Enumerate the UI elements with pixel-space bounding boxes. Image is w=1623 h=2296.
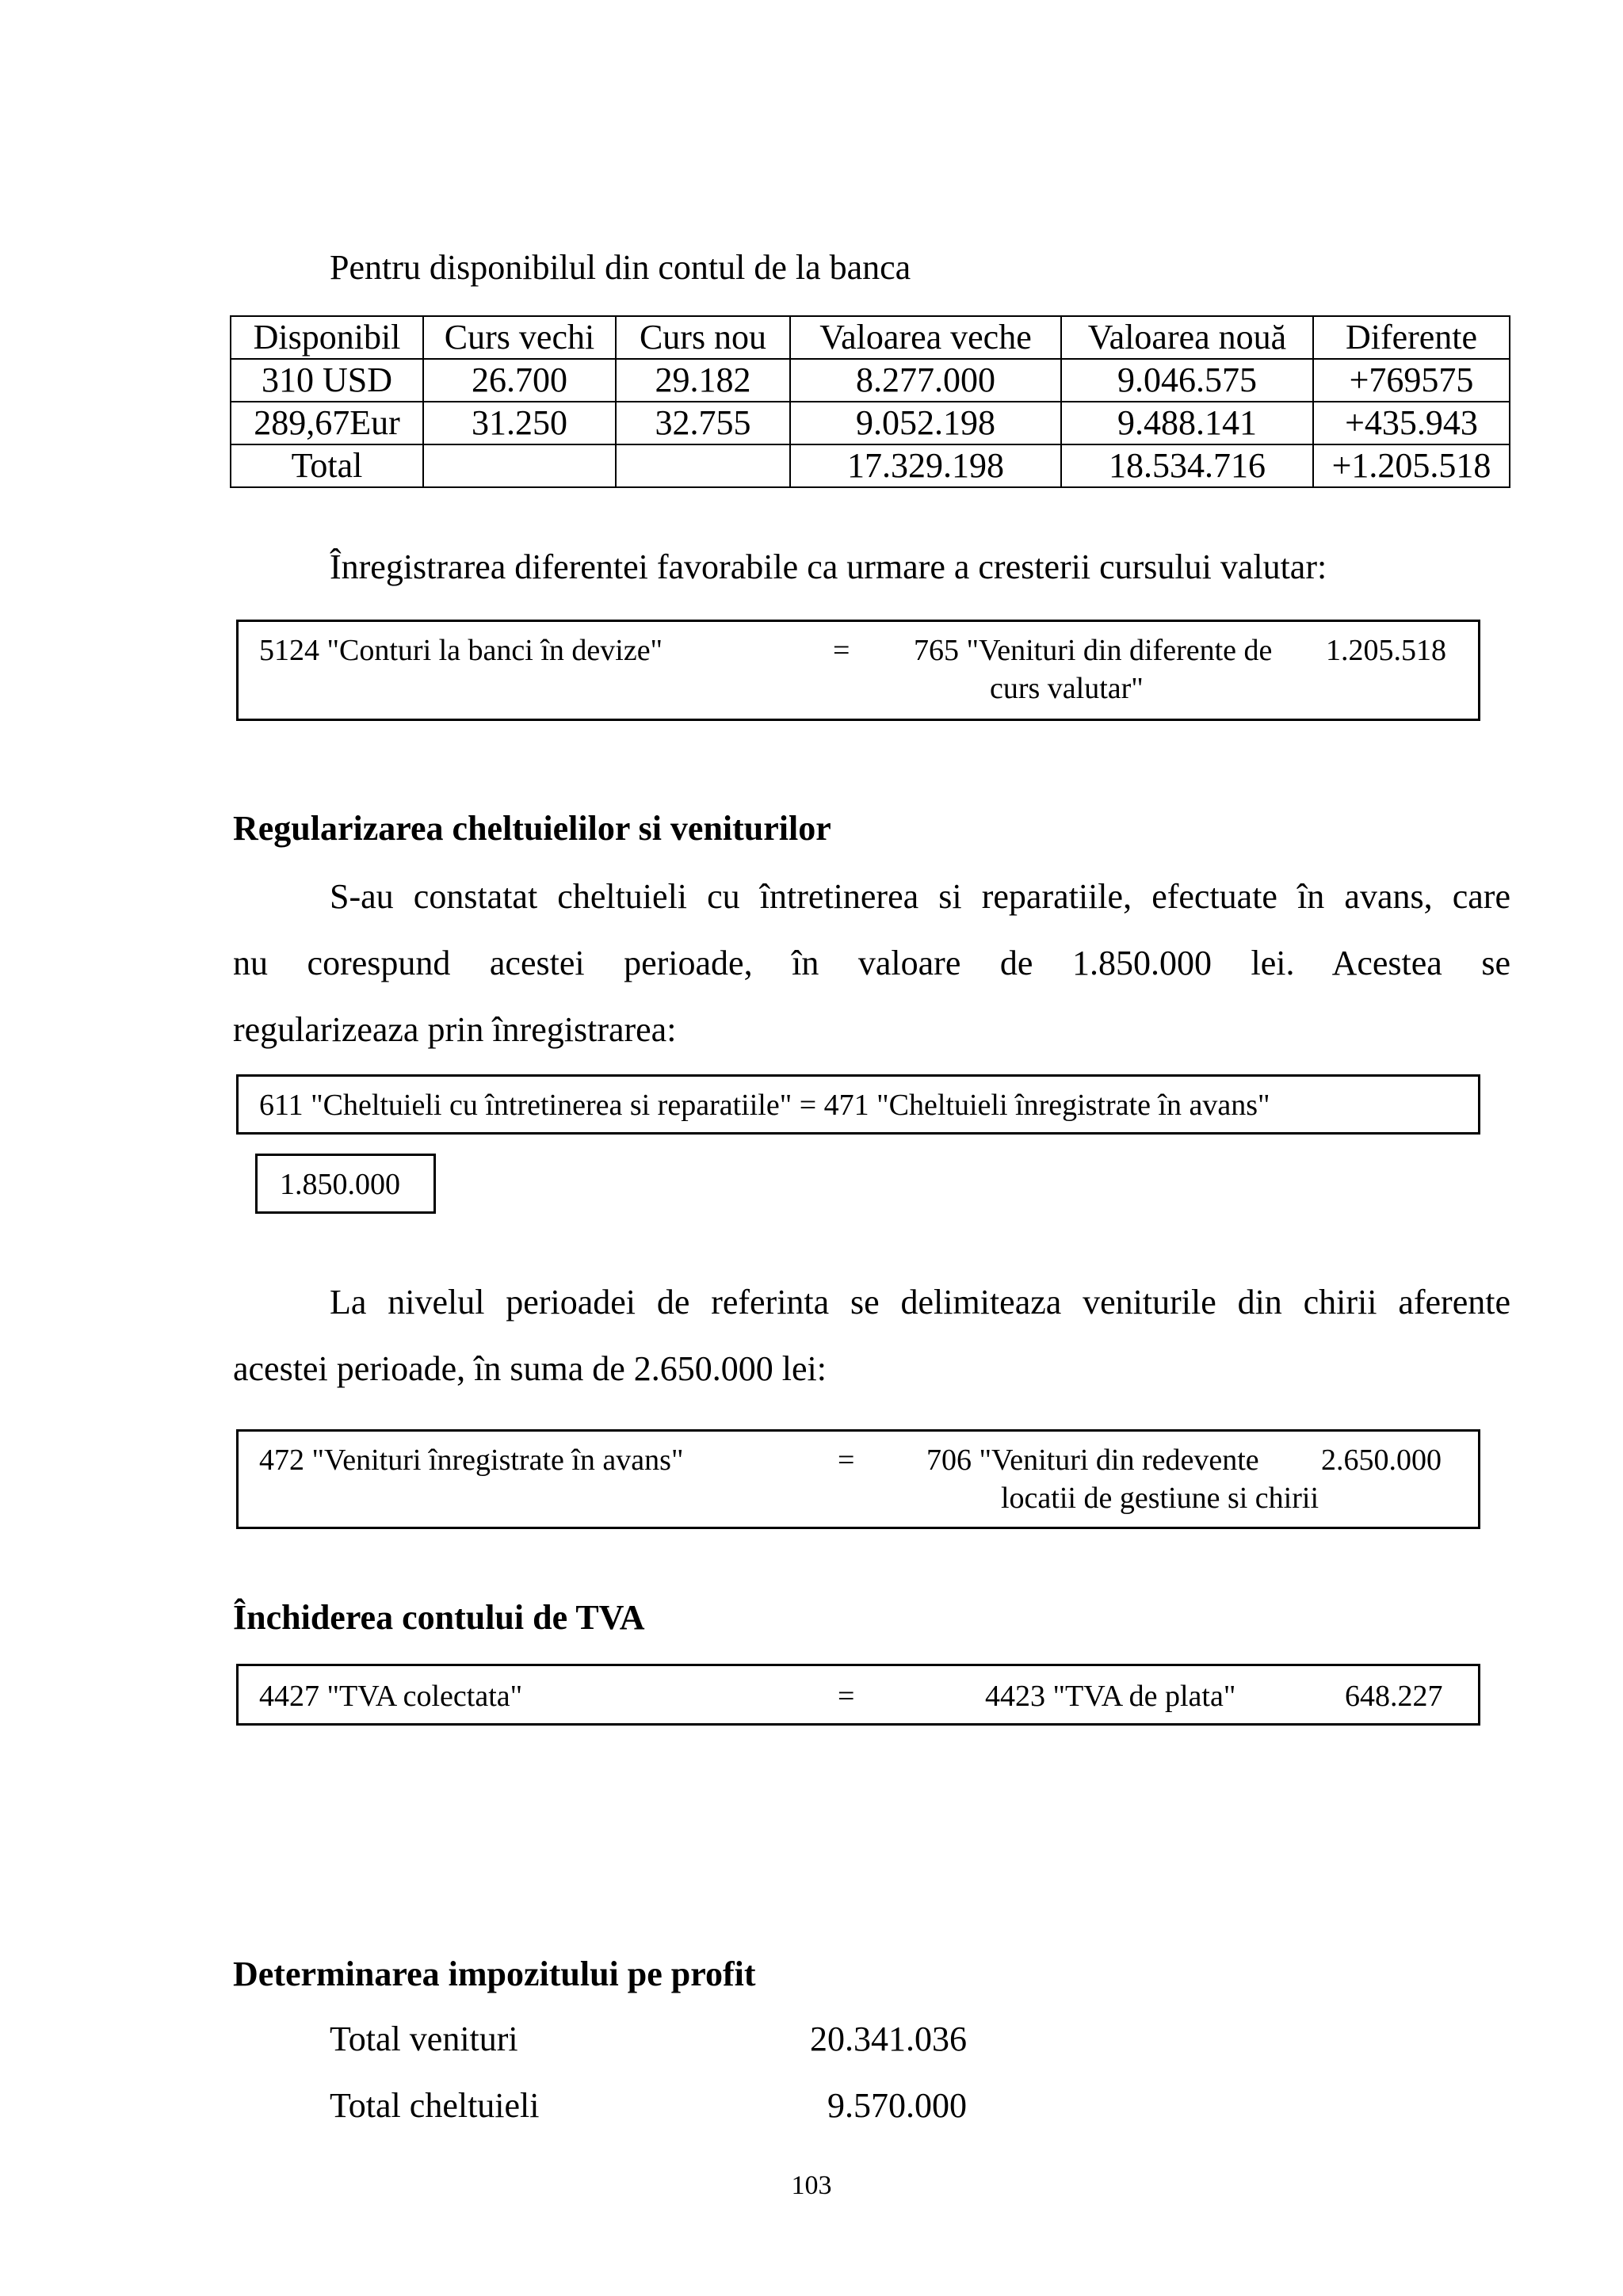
entry-amount: 1.205.518	[1326, 634, 1446, 667]
table-cell: 9.488.141	[1061, 402, 1313, 444]
table-cell: 9.052.198	[790, 402, 1061, 444]
entry-amount: 2.650.000	[1321, 1444, 1442, 1477]
accounting-entry-1	[236, 620, 1480, 721]
table-cell	[423, 444, 616, 487]
section-heading-regularizare: Regularizarea cheltuielilor si veniturilor	[233, 809, 831, 848]
entry-credit: 4423 "TVA de plata"	[985, 1680, 1236, 1713]
fx-table	[230, 315, 1510, 488]
paragraph-line: acestei perioade, în suma de 2.650.000 lei:	[233, 1349, 827, 1388]
table-cell: +1.205.518	[1313, 444, 1510, 487]
table-row-total	[231, 444, 1510, 487]
table-cell: 26.700	[423, 359, 616, 402]
paragraph-line: S-au constatat cheltuieli cu întretinerea si reparatiile, efectuate în avans, care	[330, 877, 1510, 916]
table-cell: 310 USD	[231, 359, 423, 402]
paragraph-line: regularizeaza prin înregistrarea:	[233, 1010, 677, 1049]
entry-credit-cont: locatii de gestiune si chirii	[1001, 1482, 1319, 1515]
section-heading-impozit: Determinarea impozitului pe profit	[233, 1955, 756, 1993]
table-cell: 31.250	[423, 402, 616, 444]
table-cell: 289,67Eur	[231, 402, 423, 444]
entry-amount: 1.850.000	[280, 1168, 400, 1201]
paragraph-diff: Înregistrarea diferentei favorabile ca urmare a cresterii cursului valutar:	[330, 547, 1327, 586]
table-cell: 9.046.575	[1061, 359, 1313, 402]
accounting-entry-3	[236, 1429, 1480, 1529]
entry-debit: 5124 "Conturi la banci în devize"	[259, 634, 663, 667]
table-header-cell: Curs nou	[616, 316, 790, 359]
table-cell: 17.329.198	[790, 444, 1061, 487]
entry-debit: 4427 "TVA colectata"	[259, 1680, 523, 1713]
table-cell: 29.182	[616, 359, 790, 402]
total-venituri-label: Total venituri	[330, 2019, 518, 2058]
accounting-entry-2	[236, 1074, 1480, 1135]
paragraph-line: nu corespund acestei perioade, în valoare de 1.850.000 lei. Acestea se	[233, 944, 1510, 982]
table-header-row	[231, 316, 1510, 359]
accounting-entry-4	[236, 1664, 1480, 1726]
total-cheltuieli-label: Total cheltuieli	[330, 2086, 540, 2125]
table-cell: +435.943	[1313, 402, 1510, 444]
total-cheltuieli-value: 9.570.000	[827, 2086, 967, 2125]
table-cell: 32.755	[616, 402, 790, 444]
entry-equals: =	[833, 634, 850, 667]
table-header-cell: Diferente	[1313, 316, 1510, 359]
entry-debit: 472 "Venituri înregistrate în avans"	[259, 1444, 684, 1477]
entry-credit: 765 "Venituri din diferente de	[914, 634, 1273, 667]
table-header-cell: Curs vechi	[423, 316, 616, 359]
intro-text: Pentru disponibilul din contul de la banca	[330, 248, 911, 287]
entry-equals: =	[838, 1444, 855, 1477]
table-row	[231, 402, 1510, 444]
paragraph-line: La nivelul perioadei de referinta se delimiteaza veniturile din chirii aferente	[330, 1283, 1510, 1322]
table-cell: Total	[231, 444, 423, 487]
entry-amount: 648.227	[1345, 1680, 1443, 1713]
total-venituri-value: 20.341.036	[810, 2019, 967, 2058]
table-row	[231, 359, 1510, 402]
entry-credit: 706 "Venituri din redevente	[926, 1444, 1259, 1477]
entry-equals: =	[838, 1680, 855, 1713]
table-cell: 8.277.000	[790, 359, 1061, 402]
section-heading-tva: Închiderea contului de TVA	[233, 1598, 645, 1637]
table-header-cell: Disponibil	[231, 316, 423, 359]
page-number: 103	[791, 2171, 832, 2200]
table-cell: 18.534.716	[1061, 444, 1313, 487]
entry-text: 611 "Cheltuieli cu întretinerea si reparatiile" = 471 "Cheltuieli înregistrate în avans"	[259, 1089, 1270, 1122]
entry-2-amount-box	[255, 1154, 436, 1214]
table-header-cell: Valoarea veche	[790, 316, 1061, 359]
table-cell: +769575	[1313, 359, 1510, 402]
table-header-cell: Valoarea nouă	[1061, 316, 1313, 359]
table-cell	[616, 444, 790, 487]
entry-credit-cont: curs valutar"	[990, 672, 1144, 705]
